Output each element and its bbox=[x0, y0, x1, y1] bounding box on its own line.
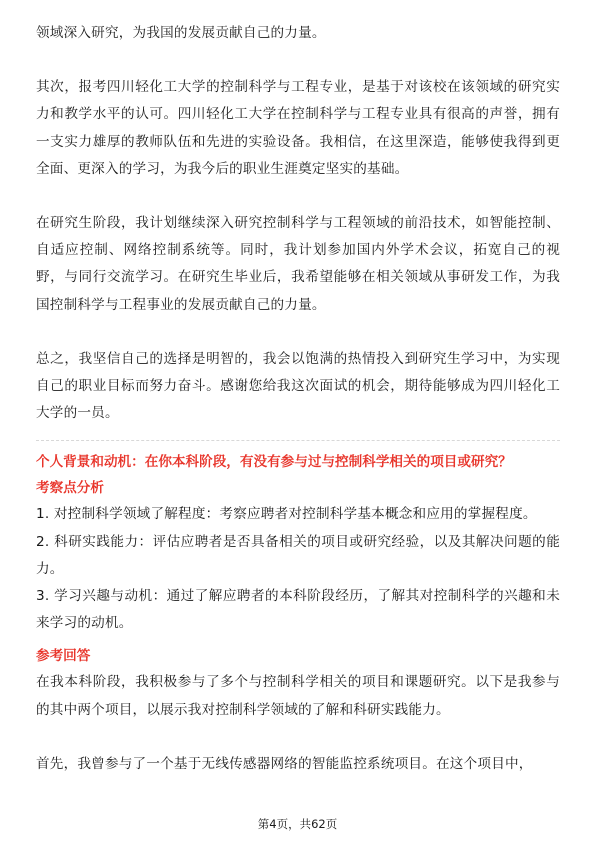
analysis-item: 2. 科研实践能力：评估应聘者是否具备相关的项目或研究经验，以及其解决问题的能力。 bbox=[36, 533, 560, 577]
page-number: 第4页，共62页 bbox=[257, 817, 338, 831]
paragraph: 领域深入研究，为我国的发展贡献自己的力量。 bbox=[36, 25, 326, 41]
answer-paragraph: 首先，我曾参与了一个基于无线传感器网络的智能监控系统项目。在这个项目中， bbox=[36, 755, 533, 772]
answer-paragraph: 在我本科阶段，我积极参与了多个与控制科学相关的项目和课题研究。以下是我参与的其中两个项目，以展示我对控制科学领域的了解和科研实践能力。 bbox=[36, 674, 560, 718]
paragraph: 其次，报考四川轻化工大学的控制科学与工程专业，是基于对该校在该领域的研究实力和教学水平的认可。四川轻化工大学在控制科学与工程专业具有很高的声誉，拥有一支实力雄厚的教师队伍和先进的实验设备。我相信，在这里深造，能够使我得到更全面、更深入的学习，为我今后的职业生涯奠定坚实的基础。 bbox=[36, 79, 560, 177]
analysis-heading: 考察点分析 bbox=[36, 480, 104, 497]
paragraph: 总之，我坚信自己的选择是明智的，我会以饱满的热情投入到研究生学习中，为实现自己的职业目标而努力奋斗。感谢您给我这次面试的机会，期待能够成为四川轻化工大学的一员。 bbox=[36, 350, 560, 422]
analysis-item: 1. 对控制科学领域了解程度：考察应聘者对控制科学基本概念和应用的掌握程度。 bbox=[36, 506, 537, 523]
page-content bbox=[36, 20, 560, 778]
analysis-item: 3. 学习兴趣与动机：通过了解应聘者的本科阶段经历，了解其对控制科学的兴趣和未来学习的动机。 bbox=[36, 588, 560, 632]
answer-heading: 参考回答 bbox=[36, 648, 91, 665]
interview-question: 个人背景和动机：在你本科阶段，有没有参与过与控制科学相关的项目或研究？ bbox=[36, 454, 512, 471]
section-divider bbox=[36, 440, 560, 441]
paragraph: 在研究生阶段，我计划继续深入研究控制科学与工程领域的前沿技术，如智能控制、自适应控制、网络控制系统等。同时，我计划参加国内外学术会议，拓宽自己的视野，与同行交流学习。在研究生毕业后，我希望能够在相关领域从事研发工作，为我国控制科学与工程事业的发展贡献自己的力量。 bbox=[36, 215, 560, 313]
